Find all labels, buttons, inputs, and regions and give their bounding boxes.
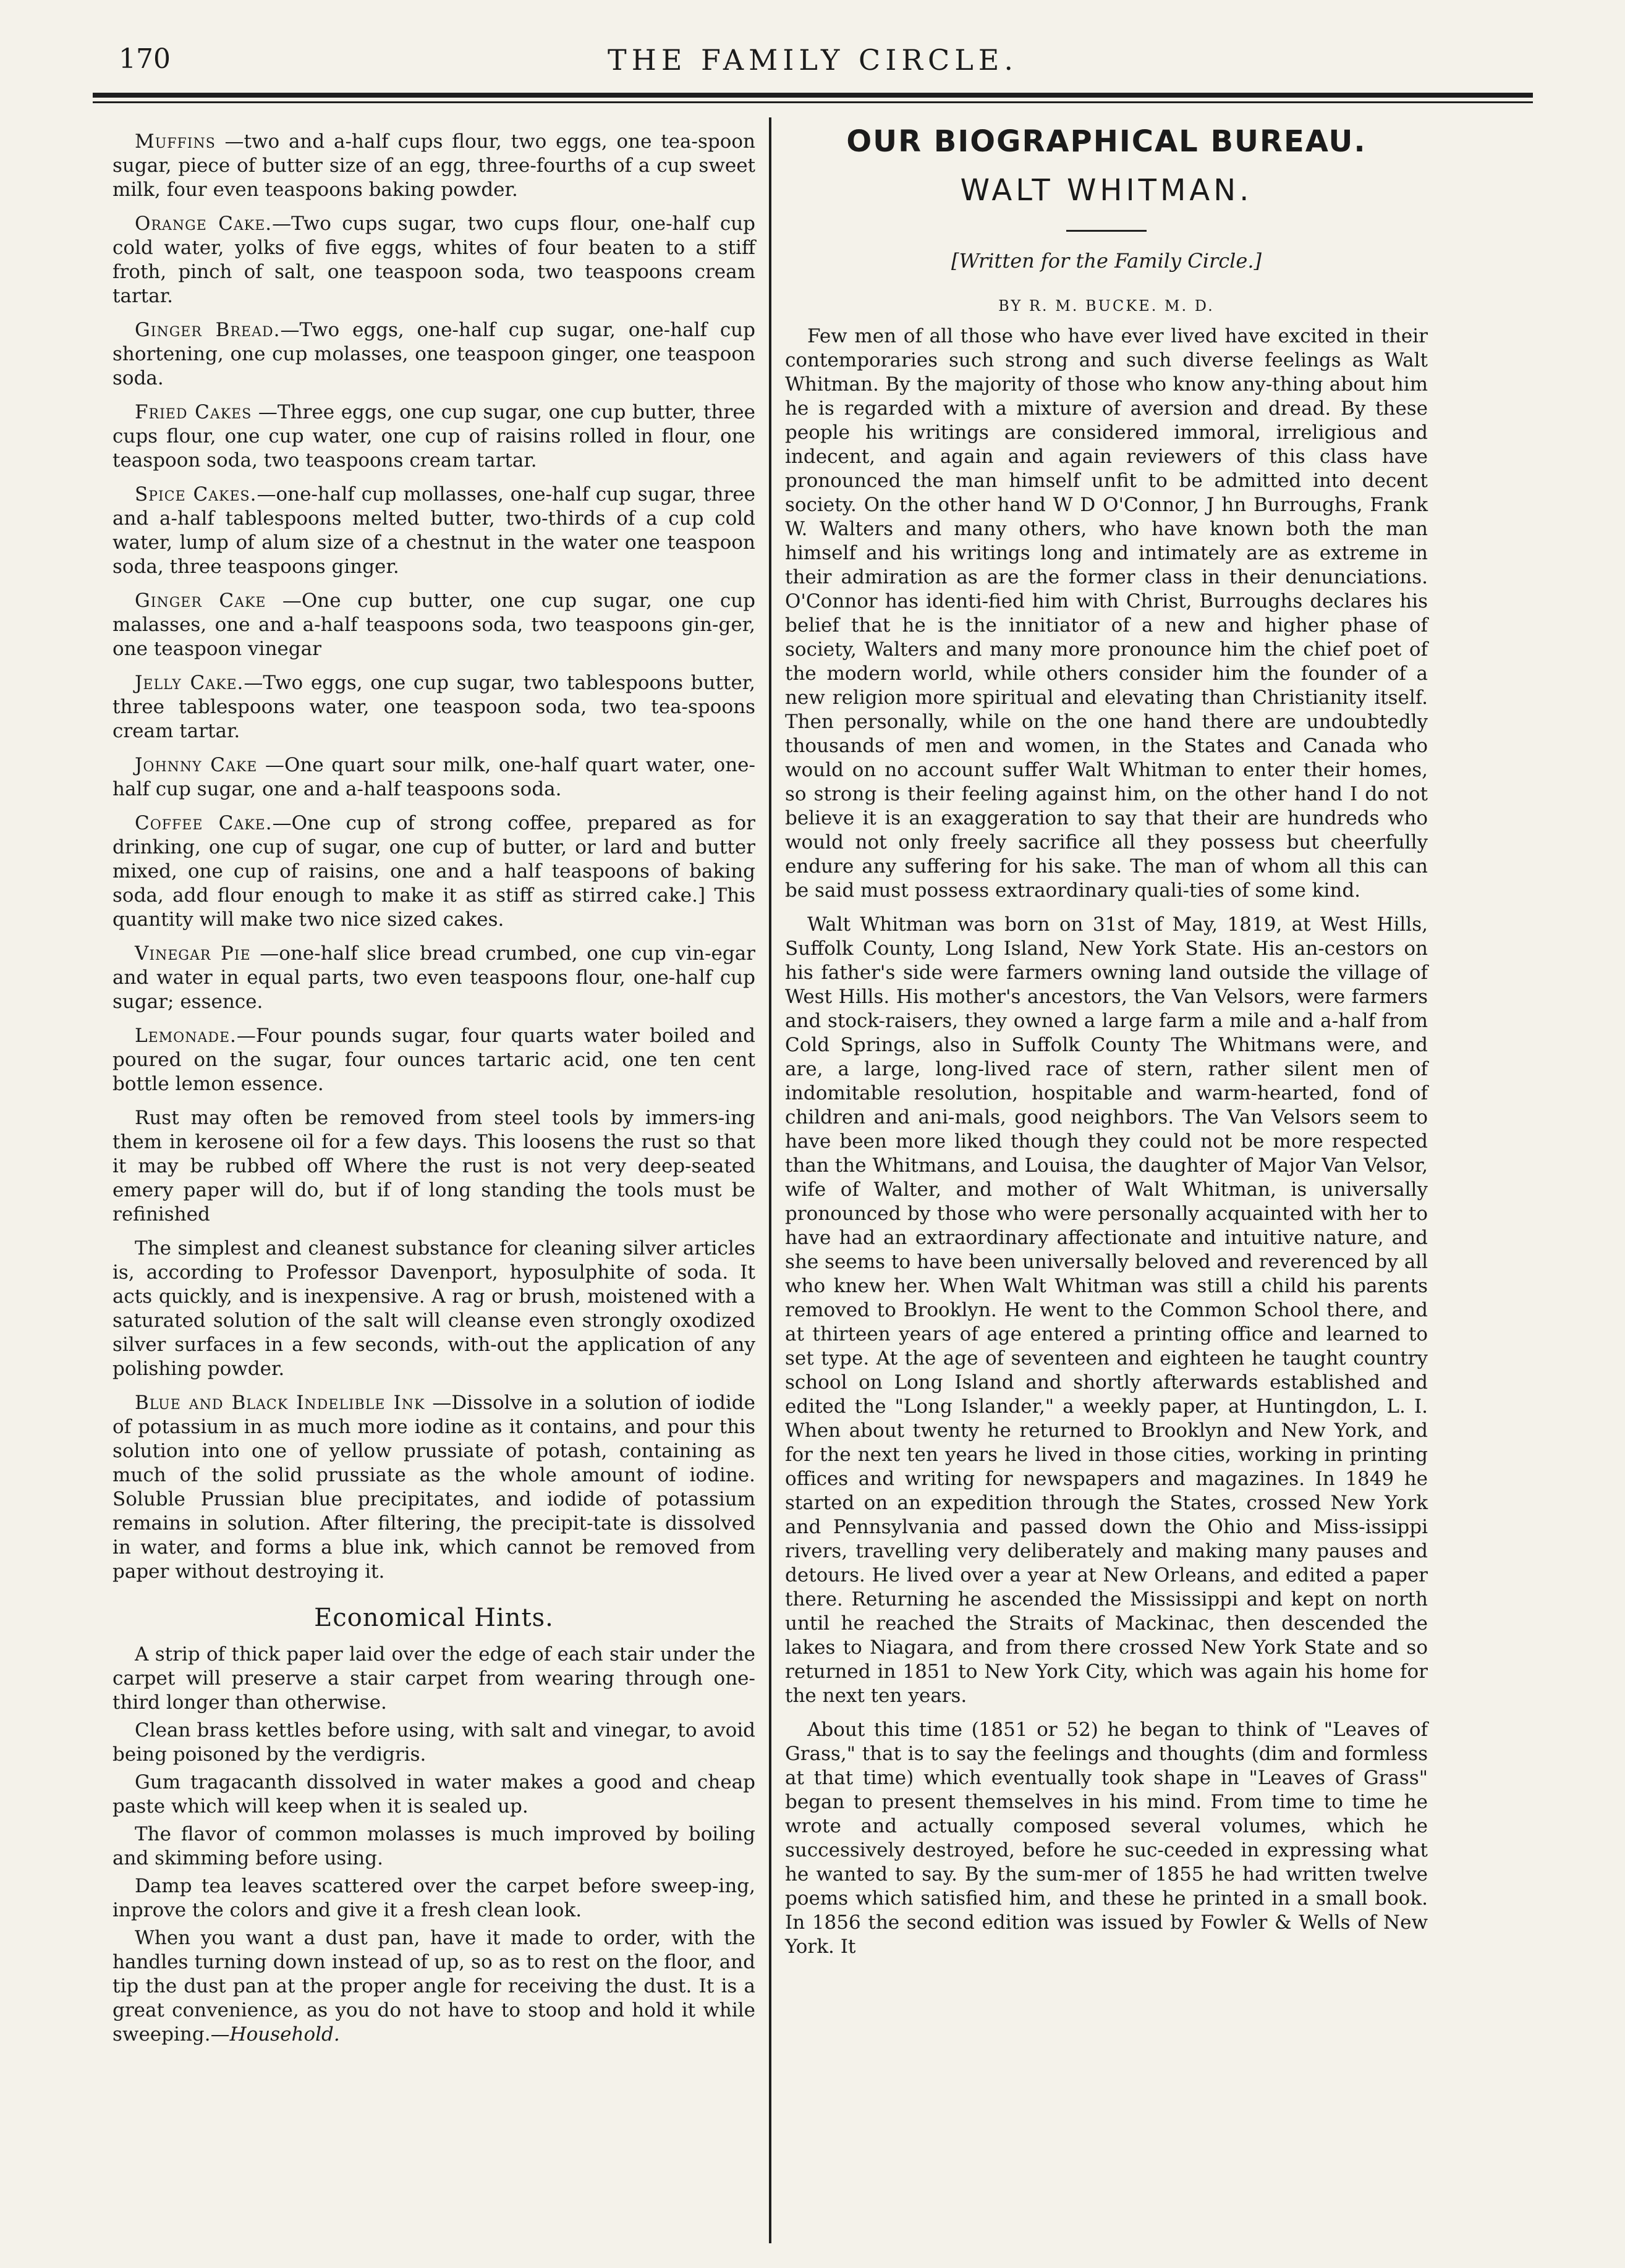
recipe-text: —Two eggs, one cup sugar, two tablespoons butter, three tablespoons water, one teaspoon soda, two tea-spoons cream tartar. (112, 672, 755, 742)
written-for-note: [Written for the Family Circle.] (951, 249, 1262, 273)
recipe-lead: Orange Cake. (135, 213, 273, 235)
tip-silver-cleaning: The simplest and cleanest substance for cleaning silver articles is, according to Professor Davenport, hyposulphite of soda. It acts quickly, and is inexpensive. A rag or brush, moistened with a saturated solution of the salt will cleanse even strongly oxodized silver surfaces in a few seconds, with-out the application of any polishing powder. (112, 1237, 755, 1380)
recipe-lead: Fried Cakes (135, 401, 252, 423)
economical-hints-heading: Economical Hints. (314, 1604, 554, 1632)
header-rule-thick (93, 93, 1533, 98)
hint-text: When you want a dust pan, have it made to order, with the handles turning down instead of up, so as to rest on the floor, and tip the dust pan at the proper angle for receiving the dust. It is a great convenience, as you do not have to stoop and hold it while sweeping. (112, 1927, 755, 2046)
hint-item: Gum tragacanth dissolved in water makes a good and cheap paste which will keep when it is sealed up. (112, 1771, 755, 1817)
article-paragraph: About this time (1851 or 52) he began to think of "Leaves of Grass," that is to say the feelings and thoughts (dim and formless at that time) which eventually took shape in "Leaves of Grass" began to present themselves in his mind. From time to time he wrote and actually composed several volumes, which he successively destroyed, before he suc-ceeded in expressing what he wanted to say. By the sum-mer of 1855 he had written twelve poems which satisfied him, and these he printed in a small book. In 1856 the second edition was issued by Fowler & Wells of New York. It (785, 1719, 1428, 1958)
running-title: THE FAMILY CIRCLE. (608, 43, 1018, 77)
hint-item: Clean brass kettles before using, with salt and vinegar, to avoid being poisoned by the verdigris. (112, 1719, 755, 1766)
recipe-text: —Two cups sugar, two cups flour, one-half cup cold water, yolks of five eggs, whites of four beaten to a stiff froth, pinch of salt, one teaspoon soda, two teaspoons cream tartar. (112, 213, 755, 307)
recipe-text: —Dissolve in a solution of iodide of potassium in as much more iodine as it contains, and pour this solution into one of yellow prussiate of potash, containing as much of the solid prussiate as the whole amount of iodine. Soluble Prussian blue precipitates, and iodide of potassium remains in solution. After filtering, the precipit-tate is dissolved in water, and forms a blue ink, which cannot be removed from paper without destroying it. (112, 1392, 755, 1583)
recipe-orange-cake (112, 212, 755, 308)
recipe-lemonade (112, 1024, 755, 1096)
recipe-lead: Coffee Cake. (135, 812, 273, 834)
recipe-text: —One cup butter, one cup sugar, one cup malasses, one and a-half teaspoons soda, two teaspoons gin-ger, one teaspoon vinegar (112, 590, 756, 660)
tip-rust-removal: Rust may often be removed from steel tools by immers-ing them in kerosene oil for a few days. This loosens the rust so that it may be rubbed off Where the rust is not very deep-seated emery paper will do, but if of long standing the tools must be refinished (112, 1107, 755, 1225)
page-header (93, 43, 1533, 93)
recipe-muffins (112, 130, 755, 202)
recipe-johnny-cake (112, 753, 755, 802)
title-rule (1066, 230, 1147, 232)
recipe-lead: Johnny Cake (135, 754, 258, 776)
hint-item: The flavor of common molasses is much improved by boiling and skimming before using. (112, 1823, 755, 1869)
recipe-text: —Four pounds sugar, four quarts water boiled and poured on the sugar, four ounces tartaric acid, one ten cent bottle lemon essence. (112, 1025, 755, 1095)
article-paragraph: Few men of all those who have ever lived have excited in their contemporaries such strong and such diverse feelings as Walt Whitman. By the majority of those who know any-thing about him he is regarded with a mixture of aversion and dread. By these people his writings are considered immoral, irreligious and indecent, and again and again reviewers of this class have pronounced the man himself unfit to be admitted into decent society. On the other hand W D O'Connor, J hn Burroughs, Frank W. Walters and many others, who have known both the man himself and his writings long and intimately are as extreme in their admiration as are the former class in their denunciations. O'Connor has identi-fied him with Christ, Burroughs declares his belief that he is the innitiator of a new and higher phase of society, Walters and many more pronounce him the chief poet of the modern world, while others consider him the founder of a new religion more spiritual and elevating than Christianity itself. Then personally, while on the one hand there are undoubtedly thousands of men and women, in the States and Canada who would on no account suffer Walt Whitman to enter their homes, so strong is their feeling against him, on the other hand I do not believe it is an exaggeration to say that their are hundreds who would not only freely sacrifice all they possess but cheerfully endure any suffering for his sake. The man of whom all this can be said must possess extraordinary quali-ties of some kind. (785, 325, 1428, 902)
right-column (785, 124, 1428, 1969)
recipe-vinegar-pie (112, 942, 755, 1014)
recipe-indelible-ink (112, 1391, 755, 1584)
recipe-text: —Two eggs, one-half cup sugar, one-half cup shortening, one cup molasses, one teaspoon ginger, one teaspoon soda. (112, 319, 755, 389)
recipe-lead: Ginger Cake (135, 590, 266, 612)
recipe-fried-cakes (112, 400, 755, 473)
article-title: WALT WHITMAN. (960, 173, 1253, 208)
recipe-text: —one-half slice bread crumbed, one cup vin-egar and water in equal parts, two even teaspoons flour, one-half cup sugar; essence. (112, 942, 755, 1013)
hint-item: A strip of thick paper laid over the edge of each stair under the carpet will preserve a stair carpet from wearing through one-third longer than otherwise. (112, 1643, 755, 1714)
recipe-lead: Blue and Black Indelible Ink (135, 1392, 425, 1414)
hint-item: Damp tea leaves scattered over the carpet before sweep-ing, inprove the colors and give it a fresh clean look. (112, 1875, 755, 1921)
byline: BY R. M. BUCKE. M. D. (998, 297, 1215, 315)
recipe-text: —One quart sour milk, one-half quart water, one-half cup sugar, one and a-half teaspoons soda. (112, 754, 755, 800)
recipe-ginger-bread (112, 318, 755, 391)
column-divider (769, 117, 771, 2243)
recipe-lead: Ginger Bread. (135, 319, 281, 341)
recipe-text: —one-half cup mollasses, one-half cup sugar, three and a-half tablespoons melted butter, two-thirds of a cup cold water, lump of alum size of a chestnut in the water one teaspoon soda, three teaspoons ginger. (112, 483, 755, 578)
recipe-text: —two and a-half cups flour, two eggs, one tea-spoon sugar, piece of butter size of an egg, three-fourths of a cup sweet milk, four even teaspoons baking powder. (112, 130, 755, 201)
hint-source: —Household. (210, 2023, 340, 2046)
recipe-jelly-cake (112, 671, 755, 743)
recipe-lead: Muffins (135, 130, 216, 153)
recipe-lead: Lemonade. (135, 1025, 237, 1047)
page-number: 170 (119, 43, 171, 75)
recipe-coffee-cake (112, 811, 755, 932)
economical-hints (112, 1643, 755, 2047)
recipe-lead: Jelly Cake. (135, 672, 244, 694)
recipe-text: —One cup of strong coffee, prepared as for drinking, one cup of sugar, one cup of butter, or lard and butter mixed, one cup of raisins, one and a half teaspoons of baking soda, add flour enough to make it as stiff as stirred cake.] This quantity will make two nice sized cakes. (112, 812, 755, 931)
header-rule-thin (93, 101, 1533, 103)
recipe-text: —Three eggs, one cup sugar, one cup butter, three cups flour, one cup water, one cup of raisins rolled in flour, one teaspoon soda, two teaspoons cream tartar. (112, 401, 755, 472)
recipe-lead: Spice Cakes. (135, 483, 257, 506)
recipe-spice-cakes (112, 483, 755, 579)
article-paragraph: Walt Whitman was born on 31st of May, 1819, at West Hills, Suffolk County, Long Island, New York State. His an-cestors on his father's side were farmers owning land outside the village of West Hills. His mother's ancestors, the Van Velsors, were farmers and stock-raisers, they owned a large farm a mile and a-half from Cold Springs, also in Suffolk County The Whitmans were, and are, a large, long-lived race of stern, rather silent men of indomitable resolution, hospitable and warm-hearted, fond of children and ani-mals, good neighbors. The Van Velsors seem to have been more liked though they could not be more respected than the Whitmans, and Louisa, the daughter of Major Van Velsor, wife of Walter, and mother of Walt Whitman, is universally pronounced by those who were personally acquainted with her to have had an extraordinary affectionate and intuitive nature, and she seems to have been universally beloved and reverenced by all who knew her. When Walt Whitman was still a child his parents removed to Brooklyn. He went to the Common School there, and at thirteen years of age entered a printing office and learned to set type. At the age of seventeen and eighteen he taught country school on Long Island and shortly afterwards established and edited the "Long Islander," a weekly paper, at Huntingdon, L. I. When about twenty he returned to Brooklyn and New York, and for the next ten years he lived in those cities, working in printing offices and writing for newspapers and magazines. In 1849 he started on an expedition through the States, crossed New York and Pennsylvania and passed down the Ohio and Miss-issippi rivers, travelling very deliberately and making many pauses and detours. He lived over a year at New Orleans, and edited a paper there. Returning he ascended the Mississippi and kept on north until he reached the Straits of Mackinac, then descended the lakes to Niagara, and from there crossed New York State and so returned in 1851 to New York City, which was again his home for the next ten years. (785, 913, 1428, 1707)
hint-item (112, 1926, 755, 2047)
section-title: OUR BIOGRAPHICAL BUREAU. (846, 124, 1367, 159)
left-column (112, 130, 755, 2050)
recipe-lead: Vinegar Pie (135, 942, 251, 965)
recipe-ginger-cake (112, 589, 755, 661)
